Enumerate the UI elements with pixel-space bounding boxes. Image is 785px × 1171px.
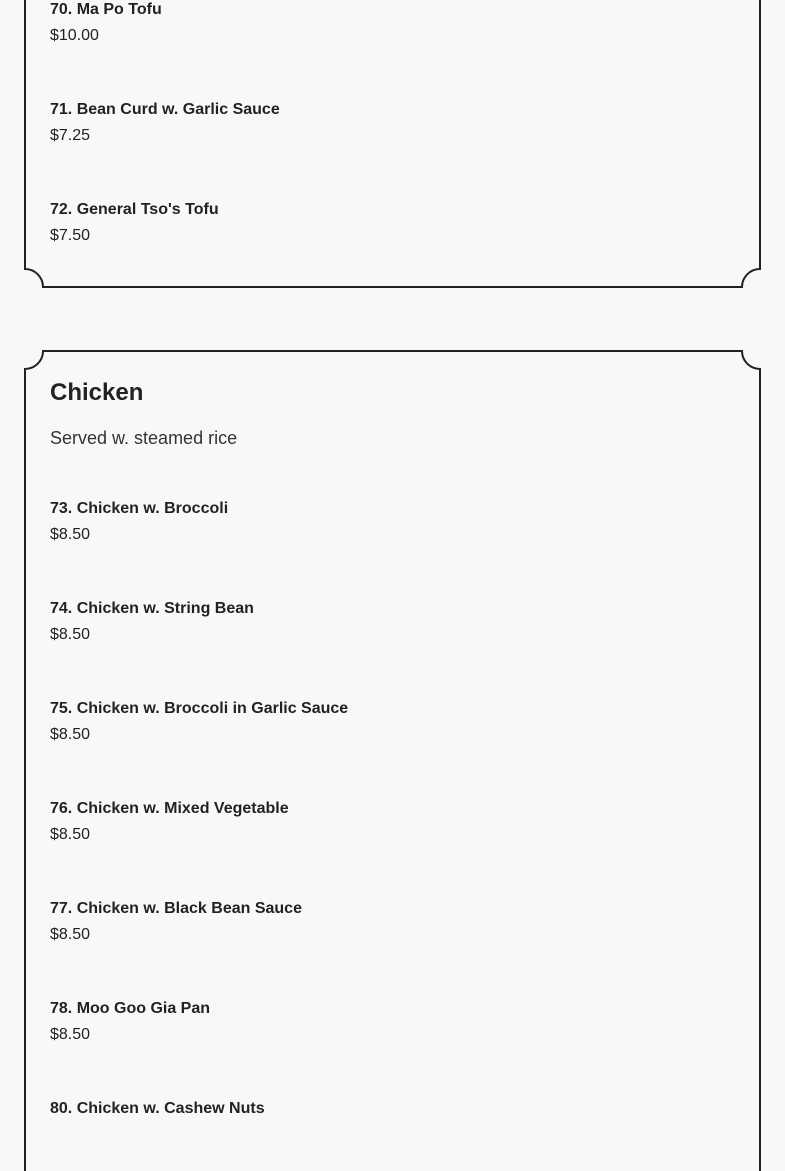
menu-item[interactable] (50, 599, 254, 645)
menu-item[interactable] (50, 699, 348, 745)
menu-item-price: $7.25 (50, 127, 91, 144)
menu-item-price: $7.50 (50, 227, 91, 244)
menu-item[interactable] (50, 799, 289, 845)
menu-item-name: 70. Ma Po Tofu (50, 1, 162, 18)
menu-item[interactable] (50, 100, 280, 146)
menu-item-name: 72. General Tso's Tofu (50, 201, 219, 218)
menu-section-tofu (24, 0, 761, 287)
menu-item[interactable] (50, 999, 210, 1045)
section-description: Served w. steamed rice (50, 428, 238, 448)
menu-item-price: $8.50 (50, 1026, 91, 1043)
menu-item[interactable] (50, 1099, 265, 1125)
menu-item-name: 73. Chicken w. Broccoli (50, 500, 229, 517)
menu-item-name: 71. Bean Curd w. Garlic Sauce (50, 101, 280, 118)
menu-item-price: $8.50 (50, 926, 91, 943)
menu-item-price: $8.50 (50, 526, 91, 543)
menu-item[interactable] (50, 0, 162, 46)
menu-item-price: $10.00 (50, 27, 99, 44)
section-frame (24, 351, 761, 1171)
menu-item-price: $8.50 (50, 826, 91, 843)
menu-item-name: 75. Chicken w. Broccoli in Garlic Sauce (50, 700, 349, 717)
menu-item-name: 78. Moo Goo Gia Pan (50, 1000, 211, 1017)
menu-item-name: 80. Chicken w. Cashew Nuts (50, 1100, 265, 1117)
menu-item-price: $8.50 (50, 726, 91, 743)
menu-item[interactable] (50, 899, 302, 945)
menu-item-name: 74. Chicken w. String Bean (50, 600, 254, 617)
menu-item[interactable] (50, 499, 228, 545)
menu-section-chicken (24, 351, 761, 1171)
menu-item[interactable] (50, 200, 219, 246)
section-title: Chicken (50, 379, 144, 406)
menu-item-name: 77. Chicken w. Black Bean Sauce (50, 900, 302, 917)
menu-item-name: 76. Chicken w. Mixed Vegetable (50, 800, 289, 817)
menu-item-price: $8.50 (50, 626, 91, 643)
